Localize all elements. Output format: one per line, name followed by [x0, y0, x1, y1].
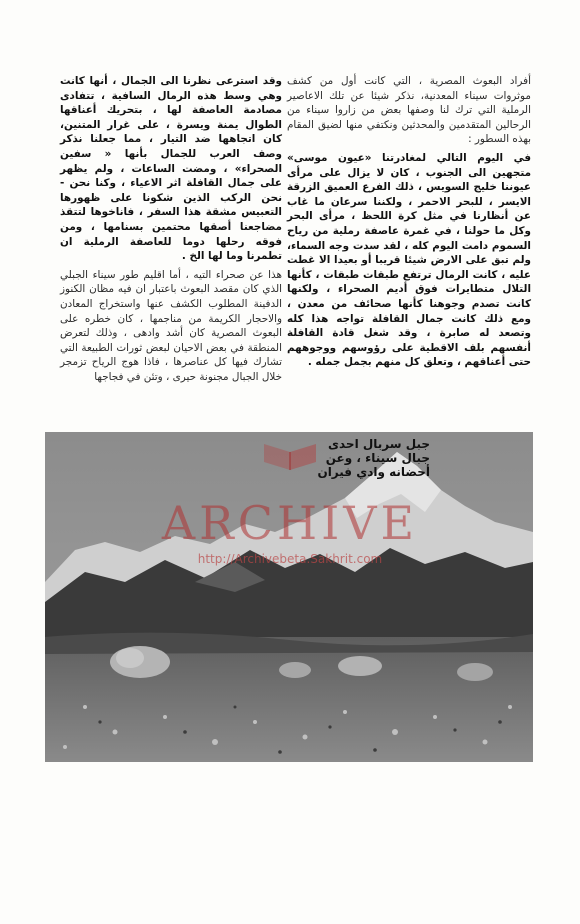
mountain-photo — [45, 432, 533, 762]
caption-line: جبال سيناء ، وعن — [325, 451, 430, 465]
photo-caption — [250, 437, 430, 479]
caption-line: جبل سربال احدى — [328, 437, 430, 451]
paragraph: في اليوم التالي لمغادرتنا «عيون موسى» متجهين الى الجنوب ، كان لا يزال على مرأى عيوننا خليج السويس ، ذلك الفرع العميق الزرقة الايسر ، للبحر الاحمر ، ولكننا سرعان ما غاب عن أنظارنا في مثل كرة اللحظ ، مرأى البحر وكل ما حولنا ، في غمرة عاصفة رملية من رياح السموم دامت اليوم كله ، لقد سدت وجه السماء، ولم تبق على الارض شيئا قريبا أو بعيدا الا غطت عليه ، كانت الرمال ترتفع طبقات طبقات ، كأنها التلال متطايرات فوق أديم الصحراء ، ولكنها كانت تصدم وجوهنا كأنها صحائف من معدن ، ومع ذلك كانت جمال القافلة تواجه هذا كله وتصعد له صابرة ، وقد شغل قادة القافلة أنفسهم بلف الاقطية على رؤوسهم ووجوههم حتى أعناقهم ، وتعلق كل منهم بجمل جمله . — [287, 151, 531, 369]
article-column-left — [60, 74, 282, 384]
paragraph: هذا عن صحراء التيه ، أما اقليم طور سيناء الجبلي الذي كان مقصد البعوث باعتبار ان فيه مظان الكنوز الدفينة المطلوب الكشف عنها واستخراج المعادن والاحجار الكريمة من مناجمها ، كان خطره على البعوث المصرية كان أشد وادهى ، وذلك لتعرض المنطقة في بعض الاحيان لبعض ثورات الطبيعة التي تشارك فيها كل عناصرها ، فاذا هوج الرياح تزمجر خلال الجبال مجنونة حيرى ، وتئن في فجاجها — [60, 268, 282, 383]
article-column-right — [287, 74, 531, 370]
watermark-url: http://Archivebeta.Sakhrit.com — [197, 552, 383, 566]
watermark-name: ARCHIVE — [161, 496, 419, 550]
paragraph: أفراد البعوث المصرية ، التي كانت أول من كشف موثروات سيناء المعدنية، نذكر شيئا عن تلك الاعاصير الرملية التي ترك لنا وصفها بعض من زاروا سيناء من الرحالين المتقدمين والمحدثين ونكتفي منها لضيق المقام بهذه السطور : — [287, 75, 531, 146]
paragraph: وقد استرعى نظرنا الى الجمال ، أنها كانت وهي وسط هذه الرمال السافية ، تتفادى مصادمة العاصفة لها ، بتحريك أعناقها الطوال يمنة ويسرة ، على غرار المتنين، كان اتجاهها ضد التيار ، مما جعلنا نذكر وصف العرب للجمال بأنها « سفين الصحراء» ، ومضت الساعات ، ولم يظهر على جمال القافلة اثر الاعياء ، وكنا نحن - نحن الركب الذين شكونا على ظهورها التعبيس مشقة هذا السفر ، فاناخوها لتتقذ مضاجعنا أصقها محتمين بسنامها ، ومن فوقه رحلها دوما للعاصفة الرملية ان تطمرنا وما لها الخ . — [60, 75, 282, 263]
caption-line: أحضانه وادي فيران — [317, 465, 430, 479]
mountain-landscape-image — [45, 432, 533, 762]
